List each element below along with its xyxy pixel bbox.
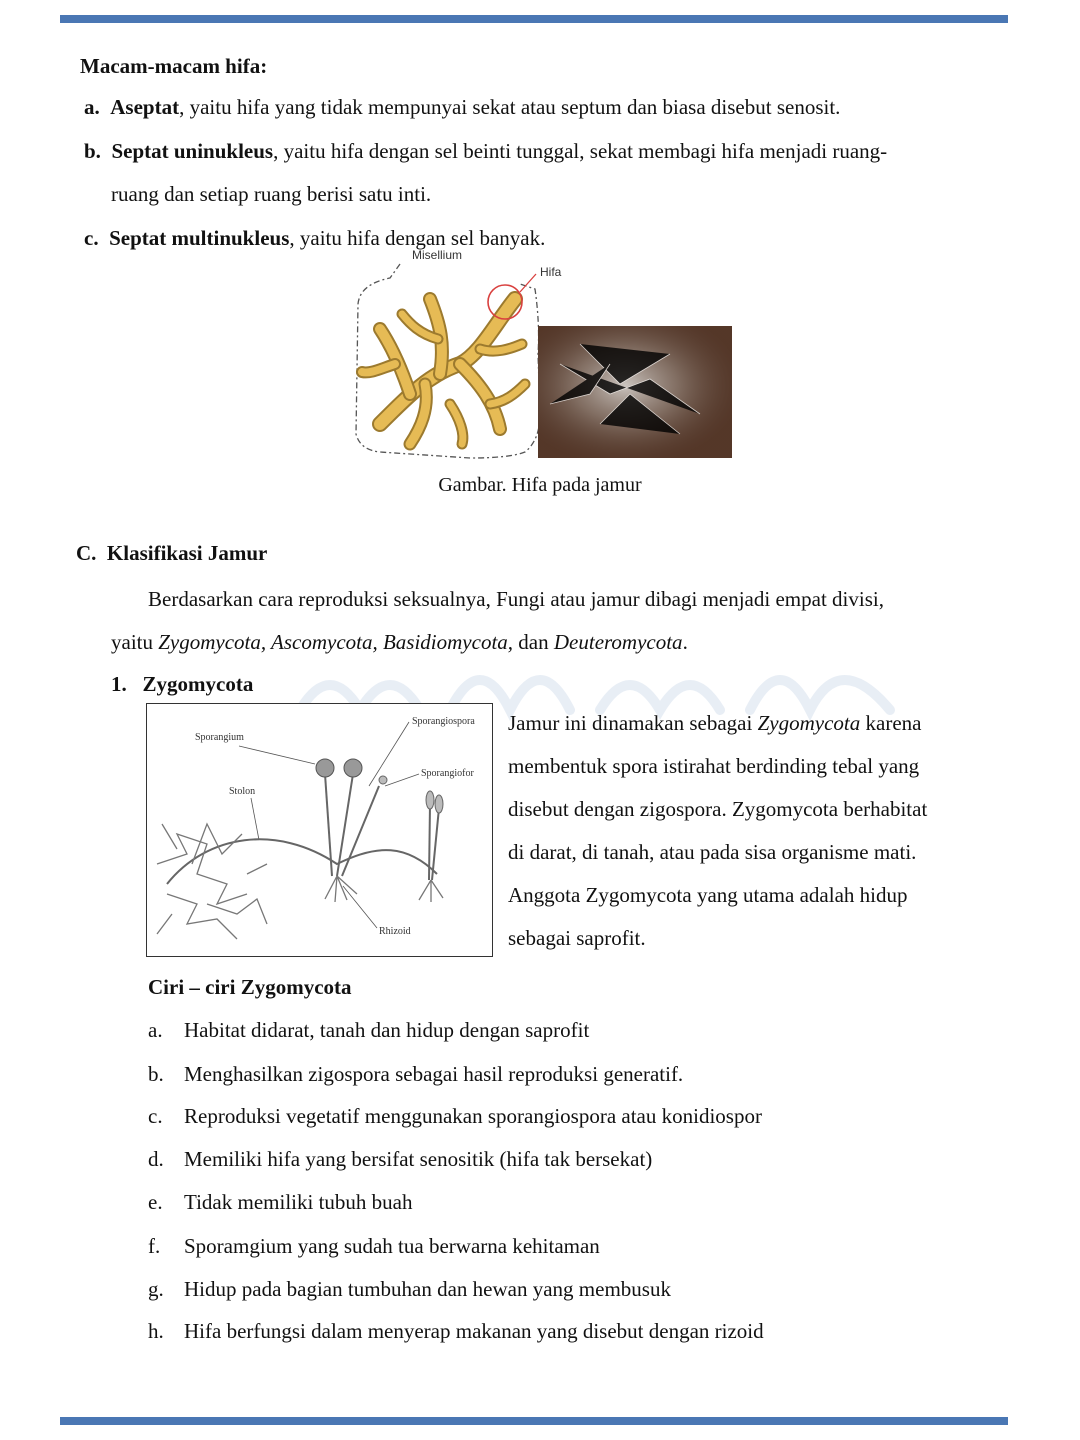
label-rhizoid: Rhizoid bbox=[379, 926, 411, 937]
ciri-item: a. Habitat didarat, tanah dan hidup dengan saprofit bbox=[148, 1018, 590, 1042]
ciri-item: h. Hifa berfungsi dalam menyerap makanan yang disebut dengan rizoid bbox=[148, 1319, 764, 1343]
para-line: disebut dengan zigospora. Zygomycota berhabitat bbox=[508, 797, 928, 821]
zygomycota-figure bbox=[146, 703, 493, 957]
zygomycota-paragraph bbox=[508, 702, 996, 960]
section-c-intro-line1: Berdasarkan cara reproduksi seksualnya, Fungi atau jamur dibagi menjadi empat divisi, bbox=[148, 587, 884, 611]
section-c-heading: C. Klasifikasi Jamur bbox=[76, 541, 268, 565]
label-misellium: Misellium bbox=[412, 248, 463, 262]
hifa-item-b-cont: ruang dan setiap ruang berisi satu inti. bbox=[111, 182, 432, 206]
para-line: membentuk spora istirahat berdinding tebal yang bbox=[508, 754, 920, 778]
label-hifa: Hifa bbox=[540, 265, 562, 279]
hifa-item-c: c. Septat multinukleus, yaitu hifa dengan sel banyak. bbox=[84, 226, 546, 250]
mycelium-illustration bbox=[350, 244, 740, 464]
top-rule bbox=[60, 15, 1008, 23]
bottom-rule bbox=[60, 1417, 1008, 1425]
figure-caption: Gambar. Hifa pada jamur bbox=[438, 474, 642, 496]
hifa-item-b: b. Septat uninukleus, yaitu hifa dengan sel beinti tunggal, sekat membagi hifa menjadi ruang- bbox=[84, 139, 888, 163]
label-stolon: Stolon bbox=[229, 786, 256, 797]
zygomycota-illustration bbox=[147, 704, 492, 956]
ciri-item: c. Reproduksi vegetatif menggunakan sporangiospora atau konidiospor bbox=[148, 1104, 762, 1128]
zygomycota-heading: 1. Zygomycota bbox=[111, 672, 254, 696]
para-line: Jamur ini dinamakan sebagai Zygomycota karena bbox=[508, 711, 922, 735]
para-line: Anggota Zygomycota yang utama adalah hidup bbox=[508, 883, 908, 907]
ciri-heading: Ciri – ciri Zygomycota bbox=[148, 975, 352, 999]
hifa-item-a: a. Aseptat, yaitu hifa yang tidak mempunyai sekat atau septum dan biasa disebut senosit. bbox=[84, 95, 841, 119]
hifa-figure bbox=[350, 244, 740, 464]
ciri-item: b. Menghasilkan zigospora sebagai hasil reproduksi generatif. bbox=[148, 1062, 684, 1086]
ciri-item: d. Memiliki hifa yang bersifat senositik (hifa tak bersekat) bbox=[148, 1147, 653, 1171]
hifa-heading: Macam-macam hifa: bbox=[80, 54, 268, 78]
para-line: sebagai saprofit. bbox=[508, 926, 646, 950]
label-sporangiospora: Sporangiospora bbox=[412, 716, 475, 727]
section-c-intro-line2: yaitu Zygomycota, Ascomycota, Basidiomycota, dan Deuteromycota. bbox=[111, 630, 688, 654]
label-sporangium: Sporangium bbox=[195, 732, 244, 743]
para-line: di darat, di tanah, atau pada sisa organisme mati. bbox=[508, 840, 917, 864]
label-sporangiofor: Sporangiofor bbox=[421, 768, 474, 779]
ciri-item: g. Hidup pada bagian tumbuhan dan hewan yang membusuk bbox=[148, 1277, 671, 1301]
ciri-item: e. Tidak memiliki tubuh buah bbox=[148, 1190, 413, 1214]
ciri-item: f. Sporamgium yang sudah tua berwarna kehitaman bbox=[148, 1234, 600, 1258]
